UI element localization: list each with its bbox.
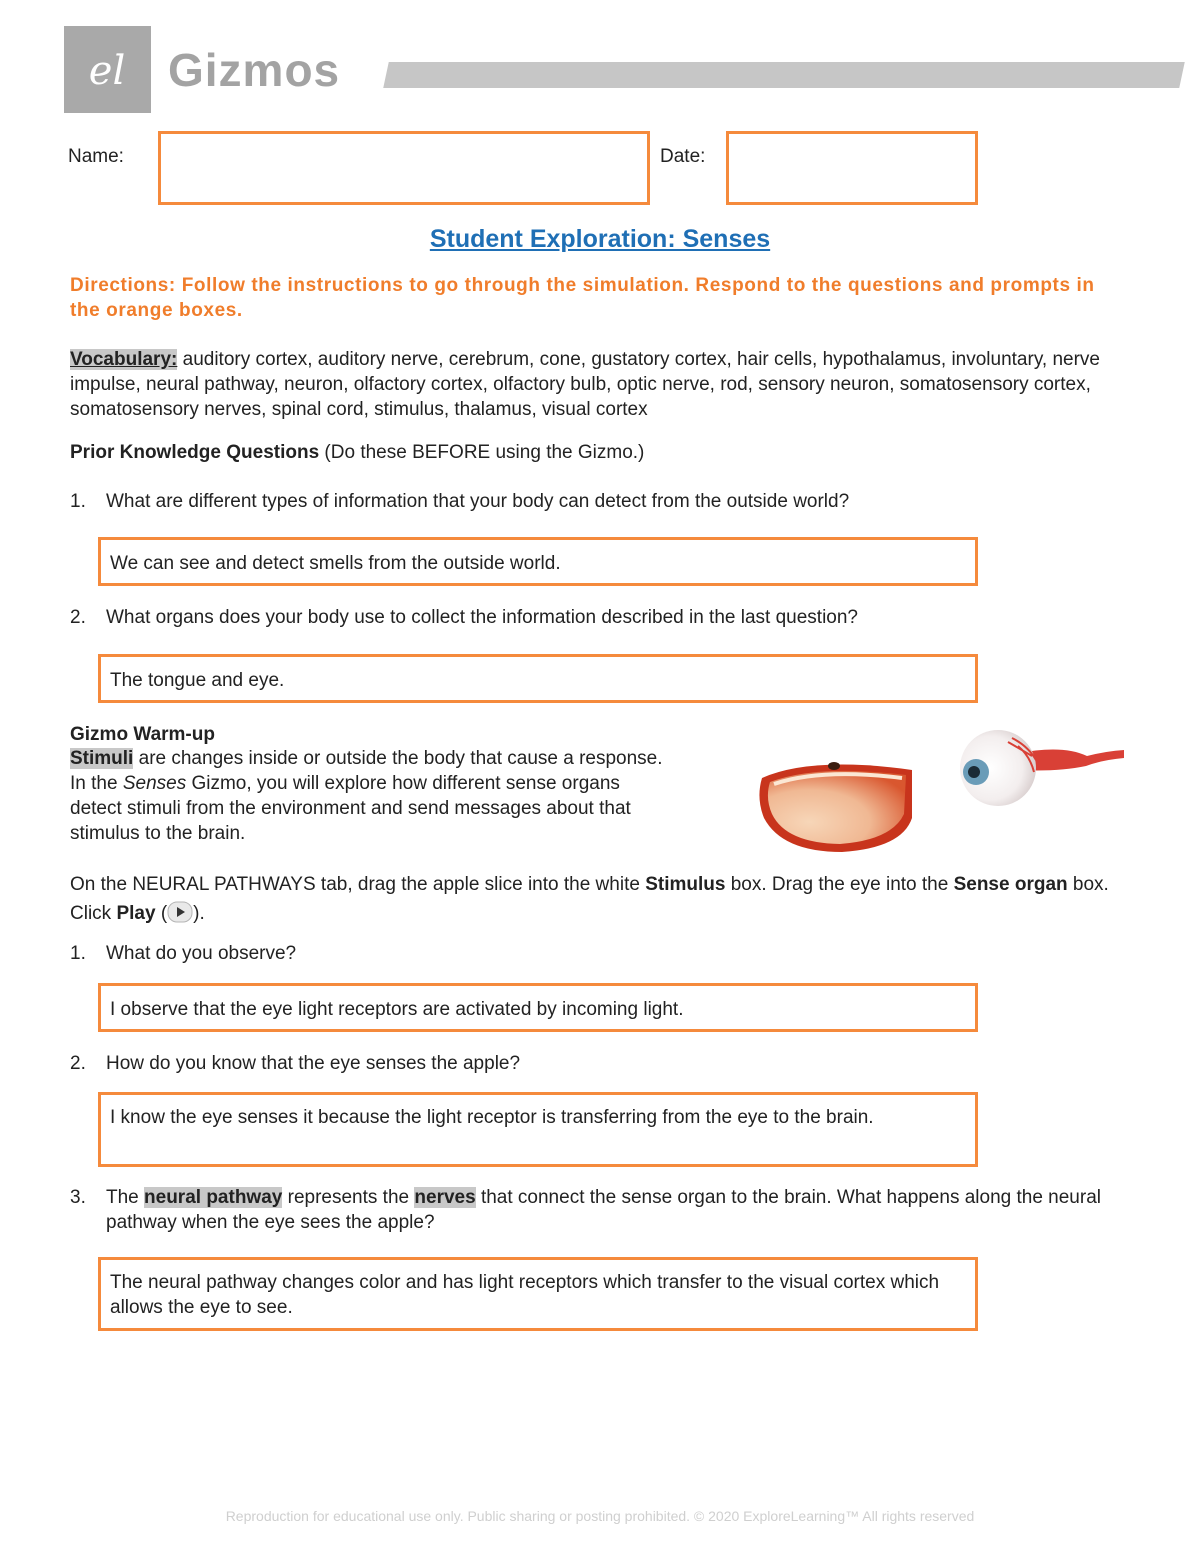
warmup-answer-2-box[interactable] [98,1092,978,1167]
intro-text-1: are changes inside or outside the body that cause a response. In the [70,748,663,794]
sense-organ-term: Sense organ [953,874,1068,895]
answer-text: The neural pathway changes color and has light receptors which transfer to the visual cortex which allows the eye to see. [110,1272,940,1318]
warmup-answer-3-box[interactable] [98,1257,978,1331]
prior-question-2 [70,605,1130,630]
date-label: Date: [660,146,706,167]
page-title: Student Exploration: Senses [429,225,771,253]
warmup-intro [70,746,670,846]
prior-question-1 [70,489,1130,514]
inst-text-b: box. Drag the eye into the [725,874,954,895]
eye-icon [952,716,1127,821]
date-field[interactable] [726,131,978,205]
answer-text: We can see and detect smells from the outside world. [110,553,561,574]
question-number: 1. [70,491,86,512]
q3-text-c: that connect the sense organ to the brain. What happens along the neural pathway when the eye sees the apple? [106,1187,1101,1233]
answer-text: The tongue and eye. [110,670,285,691]
prior-answer-2-box[interactable] [98,654,978,703]
name-label: Name: [68,146,124,167]
inst-text-e: ). [193,903,205,924]
prior-heading-text: Prior Knowledge Questions [70,442,320,463]
question-text: How do you know that the eye senses the apple? [106,1053,521,1074]
warmup-answer-1-box[interactable] [98,983,978,1032]
header-bar [383,62,1185,88]
question-number: 1. [70,943,86,964]
warmup-instructions [70,870,1130,932]
warmup-question-3 [70,1185,1140,1235]
play-icon [167,901,193,932]
question-text [106,1185,1140,1235]
svg-text:el: el [88,48,126,94]
prior-heading-note: (Do these BEFORE using the Gizmo.) [319,442,645,463]
nerves-term: nerves [414,1187,476,1208]
warmup-heading: Gizmo Warm-up [70,724,215,745]
brand-name: Gizmos [168,44,341,96]
stimulus-term: Stimulus [645,874,726,895]
question-number: 2. [70,1053,86,1074]
vocabulary-label: Vocabulary: [70,349,178,370]
name-field[interactable] [158,131,650,205]
stimuli-term: Stimuli [70,748,134,769]
question-text: What are different types of information that your body can detect from the outside world? [106,491,850,512]
q3-text-b: represents the [282,1187,415,1208]
inst-text-c: box. Click [70,874,1109,924]
prior-answer-1-box[interactable] [98,537,978,586]
warmup-question-2 [70,1051,1130,1076]
neural-pathway-term: neural pathway [144,1187,283,1208]
question-number: 2. [70,607,86,628]
intro-italic: Senses [122,773,187,794]
vocabulary-terms: auditory cortex, auditory nerve, cerebrum, cone, gustatory cortex, hair cells, hypothalamus, involuntary, nerve impulse, neural pathway, neuron, olfactory cortex, olfactory bulb, optic nerve, rod, sensory neuron, somatosensory cortex, somatosensory nerves, spinal cord, stimulus, thalamus, visual cortex [70,349,1101,420]
intro-text-2: Gizmo, you will explore how different sense organs detect stimuli from the environment and send messages about that stimulus to the brain. [70,773,631,844]
apple-slice-icon [752,748,922,863]
question-number: 3. [70,1187,86,1208]
directions: Directions: Follow the instructions to go through the simulation. Respond to the questions and prompts in the orange boxes. [70,275,1095,321]
answer-text: I know the eye senses it because the light receptor is transferring from the eye to the brain. [110,1107,874,1128]
play-term: Play [116,903,156,924]
q3-text-a: The [106,1187,145,1208]
prior-knowledge-heading [70,440,644,465]
warmup-question-1 [70,941,1130,966]
question-text: What organs does your body use to collect the information described in the last question? [106,607,858,628]
inst-text-a: On the NEURAL PATHWAYS tab, drag the apple slice into the white [70,874,646,895]
vocabulary [70,347,1130,422]
footer-copyright: Reproduction for educational use only. Public sharing or posting prohibited. © 2020 ExploreLearning™ All rights reserved [225,1508,975,1524]
inst-text-d: ( [155,903,168,924]
question-text: What do you observe? [106,943,297,964]
answer-text: I observe that the eye light receptors are activated by incoming light. [110,999,684,1020]
explorelearning-logo-icon [64,26,151,113]
